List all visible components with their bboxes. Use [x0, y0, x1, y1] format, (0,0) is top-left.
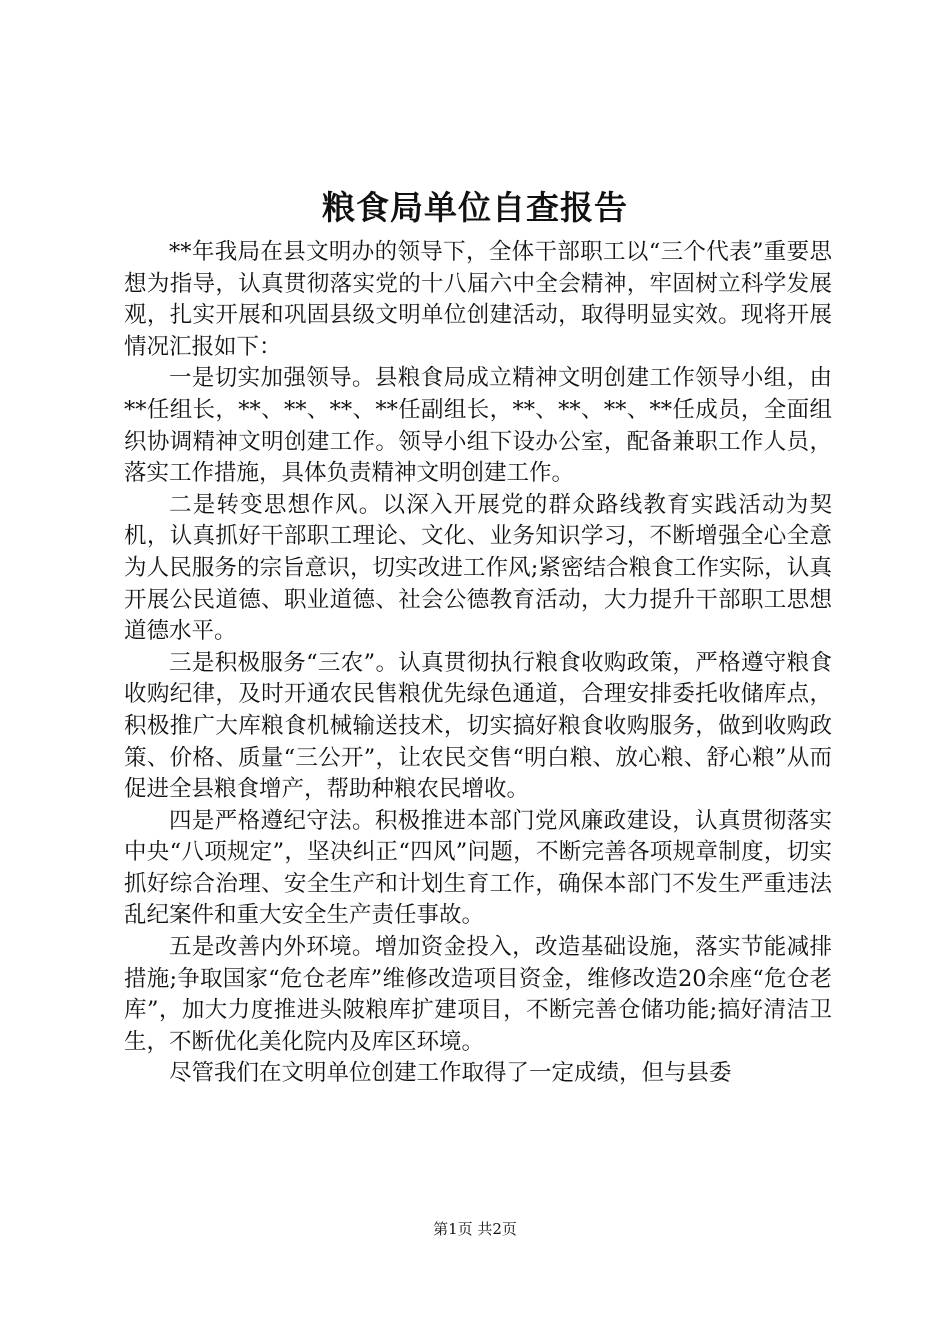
paragraph-discipline: 四是严格遵纪守法。积极推进本部门党风廉政建设，认真贯彻落实中央“八项规定”，坚决纠正“四风”问题，不断完善各项规章制度，切实抓好综合治理、安全生产和计划生育工作，确保本部门不发生严重违法乱纪案件和重大安全生产责任事故。 [124, 807, 832, 929]
paragraph-closing: 尽管我们在文明单位创建工作取得了一定成绩，但与县委 [169, 1060, 732, 1087]
document-body [124, 237, 832, 1090]
paragraph-agriculture-service: 三是积极服务“三农”。认真贯彻执行粮食收购政策，严格遵守粮食收购纪律，及时开通农民售粮优先绿色通道，合理安排委托收储库点，积极推广大库粮食机械输送技术，切实搞好粮食收购服务，做到收购政策、价格、质量“三公开”，让农民交售“明白粮、放心粮、舒心粮”从而促进全县粮食增产，帮助种粮农民增收。 [124, 649, 832, 803]
paragraph-intro: **年我局在县文明办的领导下，全体干部职工以“三个代表”重要思想为指导，认真贯彻落实党的十八届六中全会精神，牢固树立科学发展观，扎实开展和巩固县级文明单位创建活动，取得明显实效。现将开展情况汇报如下： [124, 239, 832, 360]
paragraph-leadership: 一是切实加强领导。县粮食局成立精神文明创建工作领导小组，由**任组长，**、**、**、**任副组长，**、**、**、**任成员，全面组织协调精神文明创建工作。领导小组下设办公室，配备兼职工作人员，落实工作措施，具体负责精神文明创建工作。 [124, 365, 832, 487]
page-number-footer: 第1页 共2页 [433, 1220, 517, 1238]
document-title: 粮食局单位自查报告 [322, 188, 628, 227]
paragraph-work-style: 二是转变思想作风。以深入开展党的群众路线教育实践活动为契机，认真抓好干部职工理论、文化、业务知识学习，不断增强全心全意为人民服务的宗旨意识，切实改进工作风;紧密结合粮食工作实际，认真开展公民道德、职业道德、社会公德教育活动，大力提升干部职工思想道德水平。 [124, 491, 832, 645]
paragraph-environment: 五是改善内外环境。增加资金投入，改造基础设施，落实节能减排措施;争取国家“危仓老库”维修改造项目资金，维修改造20余座“危仓老库”，加大力度推进头陂粮库扩建项目，不断完善仓储功能;搞好清洁卫生，不断优化美化院内及库区环境。 [124, 934, 832, 1055]
